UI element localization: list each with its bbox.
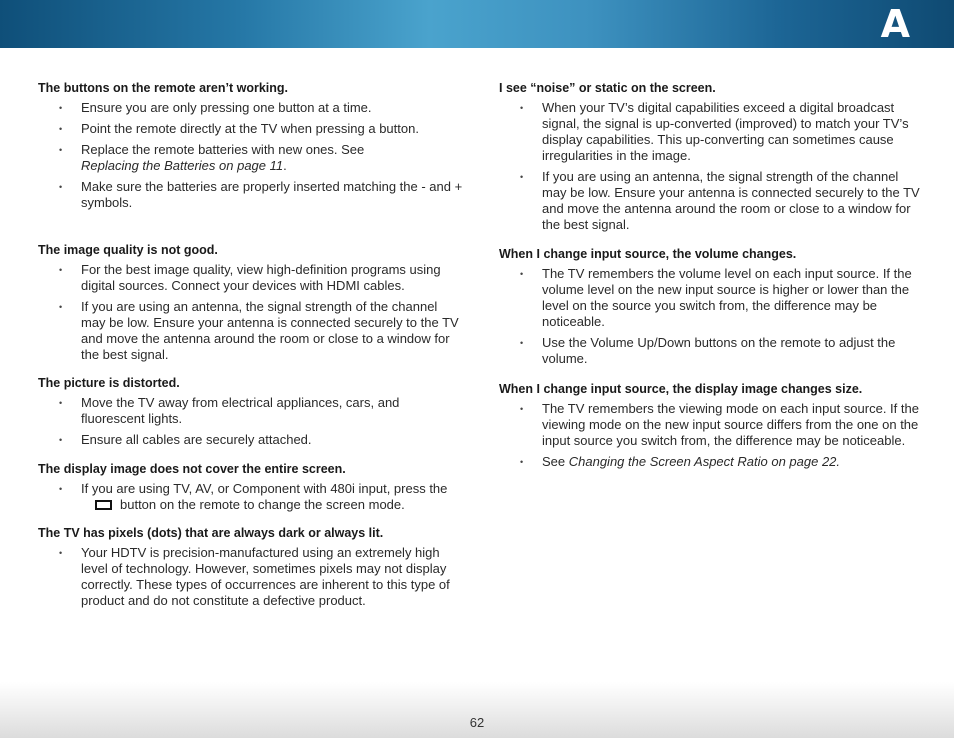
section-heading: The buttons on the remote aren’t working. (38, 81, 289, 95)
section-heading: The display image does not cover the entire screen. (38, 462, 346, 476)
section-display-image-cover (38, 461, 463, 513)
section-pixels-dark-or-lit (38, 525, 463, 609)
list-item-text: If you are using TV, AV, or Component with 480i input, press the (81, 481, 448, 496)
list-item: • Point the remote directly at the TV when pressing a button. (38, 121, 463, 137)
list-item: • Move the TV away from electrical appliances, cars, and fluorescent lights. (38, 395, 463, 427)
section-heading: The picture is distorted. (38, 376, 180, 390)
list-item-text: Replace the remote batteries with new ones. See (81, 142, 365, 157)
bullet-list (499, 401, 924, 470)
wide-screen-icon (95, 500, 112, 510)
section-heading: When I change input source, the volume changes. (499, 247, 797, 261)
chapter-letter: A (880, 2, 910, 46)
list-item-text: See (542, 454, 569, 469)
cross-reference-link[interactable]: Replacing the Batteries on page 11 (81, 158, 284, 173)
list-item: • Ensure you are only pressing one button at a time. (38, 100, 463, 116)
list-item: • Make sure the batteries are properly inserted matching the - and + symbols. (38, 179, 463, 211)
bullet-list (38, 395, 463, 448)
list-item-text: button on the remote to change the screen mode. (120, 497, 405, 512)
list-item: • When your TV’s digital capabilities exceed a digital broadcast signal, the signal is up-converted (improved) to match your TV’s display capabilities. This up-converting can sometimes cause irregularities in the image. (499, 100, 924, 164)
list-item: • The TV remembers the viewing mode on each input source. If the viewing mode on the new input source differs from the one on the input source you switch from, the difference may be noticeable. (499, 401, 924, 449)
page-footer (0, 682, 954, 738)
list-item-text-end: . (283, 158, 287, 173)
bullet-list (38, 481, 463, 513)
section-heading: The image quality is not good. (38, 243, 218, 257)
left-column (38, 80, 463, 614)
section-image-quality (38, 242, 463, 363)
cross-reference-link[interactable]: Changing the Screen Aspect Ratio on page 22. (568, 454, 841, 469)
section-heading: I see “noise” or static on the screen. (499, 81, 716, 95)
list-item (38, 481, 463, 513)
section-picture-distorted (38, 375, 463, 448)
page-number: 62 (469, 715, 485, 730)
right-column (499, 80, 924, 475)
section-volume-changes (499, 246, 924, 367)
list-item (499, 454, 924, 470)
bullet-list (499, 100, 924, 233)
section-remote-buttons (38, 80, 463, 211)
section-display-size-changes (499, 381, 924, 470)
bullet-list (38, 545, 463, 609)
list-item: • Your HDTV is precision-manufactured using an extremely high level of technology. However, sometimes pixels may not display correctly. These types of occurrences are inherent to this type of product and do not constitute a defective product. (38, 545, 463, 609)
list-item: • Use the Volume Up/Down buttons on the remote to adjust the volume. (499, 335, 924, 367)
bullet-list (38, 262, 463, 363)
list-item: • If you are using an antenna, the signal strength of the channel may be low. Ensure your antenna is connected securely to the TV and move the antenna around the room or close to a window for the best signal. (38, 299, 463, 363)
list-item: • Ensure all cables are securely attached. (38, 432, 463, 448)
list-item: • The TV remembers the volume level on each input source. If the volume level on the new input source is higher or lower than the level on the source you switch from, the difference may be noticeable. (499, 266, 924, 330)
section-noise-static (499, 80, 924, 233)
bullet-list (499, 266, 924, 367)
section-heading: The TV has pixels (dots) that are always dark or always lit. (38, 526, 384, 540)
list-item (38, 142, 463, 174)
section-heading: When I change input source, the display image changes size. (499, 382, 863, 396)
list-item: • For the best image quality, view high-definition programs using digital sources. Connect your devices with HDMI cables. (38, 262, 463, 294)
list-item: • If you are using an antenna, the signal strength of the channel may be low. Ensure your antenna is connected securely to the TV and move the antenna around the room or close to a window for the best signal. (499, 169, 924, 233)
chapter-header-bar (0, 0, 954, 48)
bullet-list (38, 100, 463, 211)
